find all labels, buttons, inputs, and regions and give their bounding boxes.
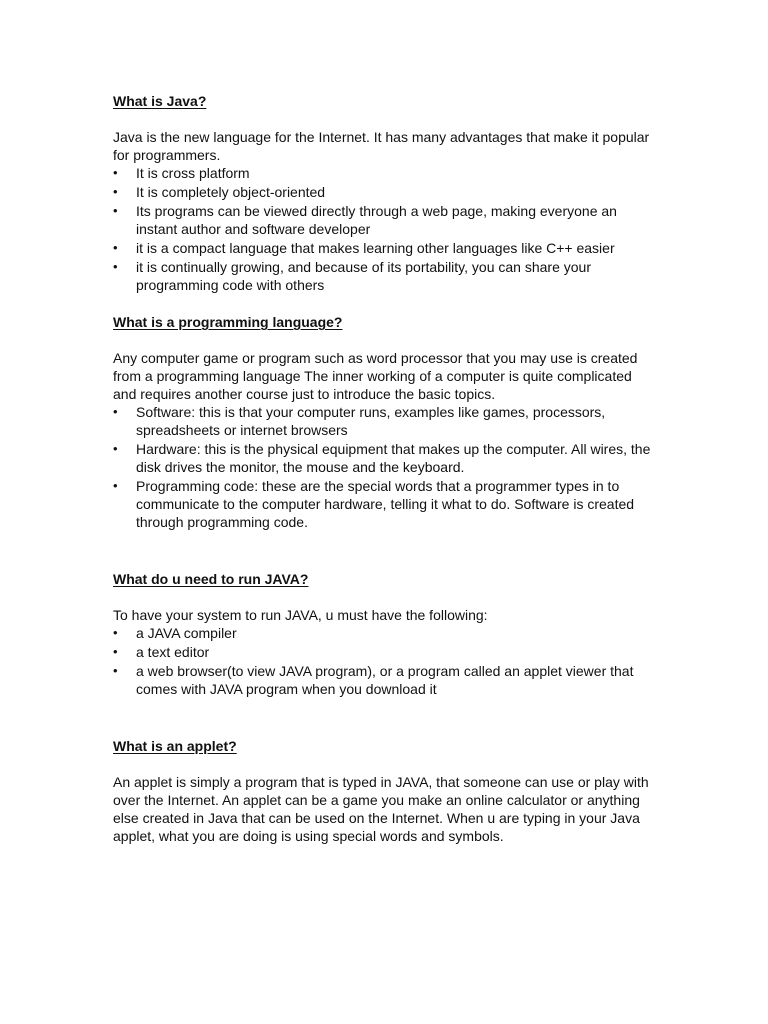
- list-item-text: It is cross platform: [136, 165, 250, 181]
- list-item-text: Hardware: this is the physical equipment that makes up the computer. All wires, the disk drives the monitor, the mouse and the keyboard.: [136, 441, 651, 475]
- list-item: [113, 403, 658, 439]
- list-item: [113, 662, 658, 698]
- section-intro: An applet is simply a program that is typed in JAVA, that someone can use or play with over the Internet. An applet can be a game you make an online calculator or anything else created in Java that can be used on the Internet. When u are typing in your Java applet, what you are doing is using special words and symbols.: [113, 774, 649, 844]
- list-item-text: Software: this is that your computer runs, examples like games, processors, spreadsheets or internet browsers: [136, 404, 606, 438]
- list-item: [113, 183, 658, 201]
- bullet-list: [113, 164, 658, 294]
- list-item-text: a JAVA compiler: [136, 625, 237, 641]
- bullet-icon: •: [113, 240, 118, 255]
- section-intro: To have your system to run JAVA, u must have the following:: [113, 607, 488, 623]
- bullet-list: [113, 403, 658, 531]
- list-item: [113, 164, 658, 182]
- list-item-text: it is continually growing, and because of its portability, you can share your programming code with others: [136, 259, 591, 293]
- bullet-icon: •: [113, 644, 118, 659]
- list-item-text: a text editor: [136, 644, 210, 660]
- bullet-icon: •: [113, 441, 118, 456]
- section-intro: Any computer game or program such as word processor that you may use is created from a programming language The inner working of a computer is quite complicated and requires another course just to introduce the basic topics.: [113, 350, 638, 402]
- bullet-icon: •: [113, 184, 118, 199]
- list-item: [113, 239, 658, 257]
- bullet-icon: •: [113, 203, 118, 218]
- list-item-text: Programming code: these are the special words that a programmer types in to communicate to the computer hardware, telling it what to do. Software is created through programming code.: [136, 478, 635, 530]
- bullet-icon: •: [113, 663, 118, 678]
- section-heading-what-is-applet: What is an applet?: [113, 738, 237, 754]
- bullet-icon: •: [113, 259, 118, 274]
- section-intro: Java is the new language for the Internet. It has many advantages that make it popular for programmers.: [113, 129, 650, 163]
- list-item-text: a web browser(to view JAVA program), or a program called an applet viewer that comes with JAVA program when you download it: [136, 663, 634, 697]
- bullet-icon: •: [113, 404, 118, 419]
- list-item-text: It is completely object-oriented: [136, 184, 326, 200]
- bullet-icon: •: [113, 478, 118, 493]
- list-item: [113, 202, 658, 238]
- list-item: [113, 643, 658, 661]
- list-item: [113, 477, 658, 531]
- list-item: [113, 624, 658, 642]
- list-item-text: it is a compact language that makes learning other languages like C++ easier: [136, 240, 615, 256]
- list-item: [113, 258, 658, 294]
- section-heading-what-is-programming-language: What is a programming language?: [113, 314, 343, 330]
- list-item: [113, 440, 658, 476]
- bullet-icon: •: [113, 165, 118, 180]
- section-heading-what-to-run-java: What do u need to run JAVA?: [113, 571, 309, 587]
- list-item-text: Its programs can be viewed directly through a web page, making everyone an instant author and software developer: [136, 203, 617, 237]
- section-heading-what-is-java: What is Java?: [113, 93, 207, 109]
- bullet-list: [113, 624, 658, 698]
- bullet-icon: •: [113, 625, 118, 640]
- document-body: [113, 92, 658, 845]
